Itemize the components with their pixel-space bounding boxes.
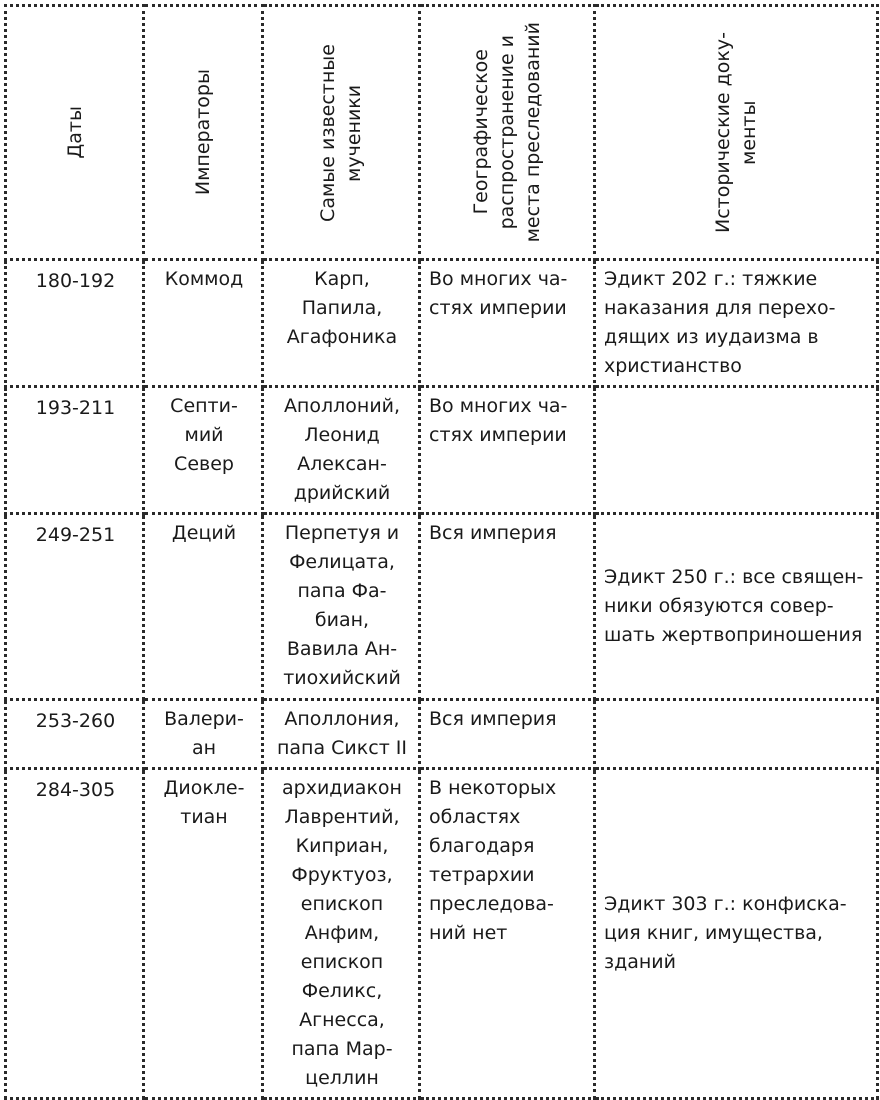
cell-dates: 193-211 <box>6 387 144 514</box>
cell-places: Во многих ча- стях империи <box>420 387 595 514</box>
header-places <box>420 6 595 260</box>
header-dates-label: Даты <box>63 106 86 159</box>
cell-martyrs: Аполлоний, Леонид Алексан- дрийский <box>263 387 420 514</box>
cell-emperor: Коммод <box>144 260 263 387</box>
cell-dates: 249-251 <box>6 514 144 700</box>
header-documents <box>595 6 878 260</box>
header-row <box>6 6 878 260</box>
cell-martyrs: Перпетуя и Фелицата, папа Фа- биан, Вавила Ан- тиохийский <box>263 514 420 700</box>
cell-documents: Эдикт 303 г.: конфиска- ция книг, имущества, зданий <box>595 769 878 1099</box>
cell-dates: 284-305 <box>6 769 144 1099</box>
header-martyrs <box>263 6 420 260</box>
header-documents-label: Исторические доку- менты <box>712 31 760 233</box>
table-row <box>6 700 878 769</box>
cell-dates: 180-192 <box>6 260 144 387</box>
cell-places: Во многих ча- стях империи <box>420 260 595 387</box>
cell-places: Вся империя <box>420 514 595 700</box>
table-row <box>6 387 878 514</box>
cell-emperor: Деций <box>144 514 263 700</box>
header-martyrs-label: Самые известные мученики <box>317 43 365 222</box>
header-emperors <box>144 6 263 260</box>
persecutions-table <box>4 4 879 1100</box>
cell-documents: Эдикт 202 г.: тяжкие наказания для перехо- дящих из иудаизма в христианство <box>595 260 878 387</box>
cell-emperor: Диокле- тиан <box>144 769 263 1099</box>
header-dates <box>6 6 144 260</box>
cell-documents <box>595 387 878 514</box>
cell-emperor: Септи- мий Север <box>144 387 263 514</box>
cell-martyrs: Аполлония, папа Сикст II <box>263 700 420 769</box>
cell-dates: 253-260 <box>6 700 144 769</box>
table-row <box>6 514 878 700</box>
header-emperors-label: Императоры <box>192 69 214 196</box>
cell-documents: Эдикт 250 г.: все священ- ники обязуются совер- шать жертвоприношения <box>595 514 878 700</box>
header-places-label: Географическое распространение и места преследований <box>470 22 544 243</box>
cell-places: В некоторых областях благодаря тетрархии преследова- ний нет <box>420 769 595 1099</box>
cell-documents <box>595 700 878 769</box>
table-row <box>6 769 878 1099</box>
table-row <box>6 260 878 387</box>
cell-places: Вся империя <box>420 700 595 769</box>
cell-emperor: Валери- ан <box>144 700 263 769</box>
cell-martyrs: Карп, Папила, Агафоника <box>263 260 420 387</box>
cell-martyrs: архидиакон Лаврентий, Киприан, Фруктуоз, епископ Анфим, епископ Феликс, Агнесса, папа Мар- целлин <box>263 769 420 1099</box>
